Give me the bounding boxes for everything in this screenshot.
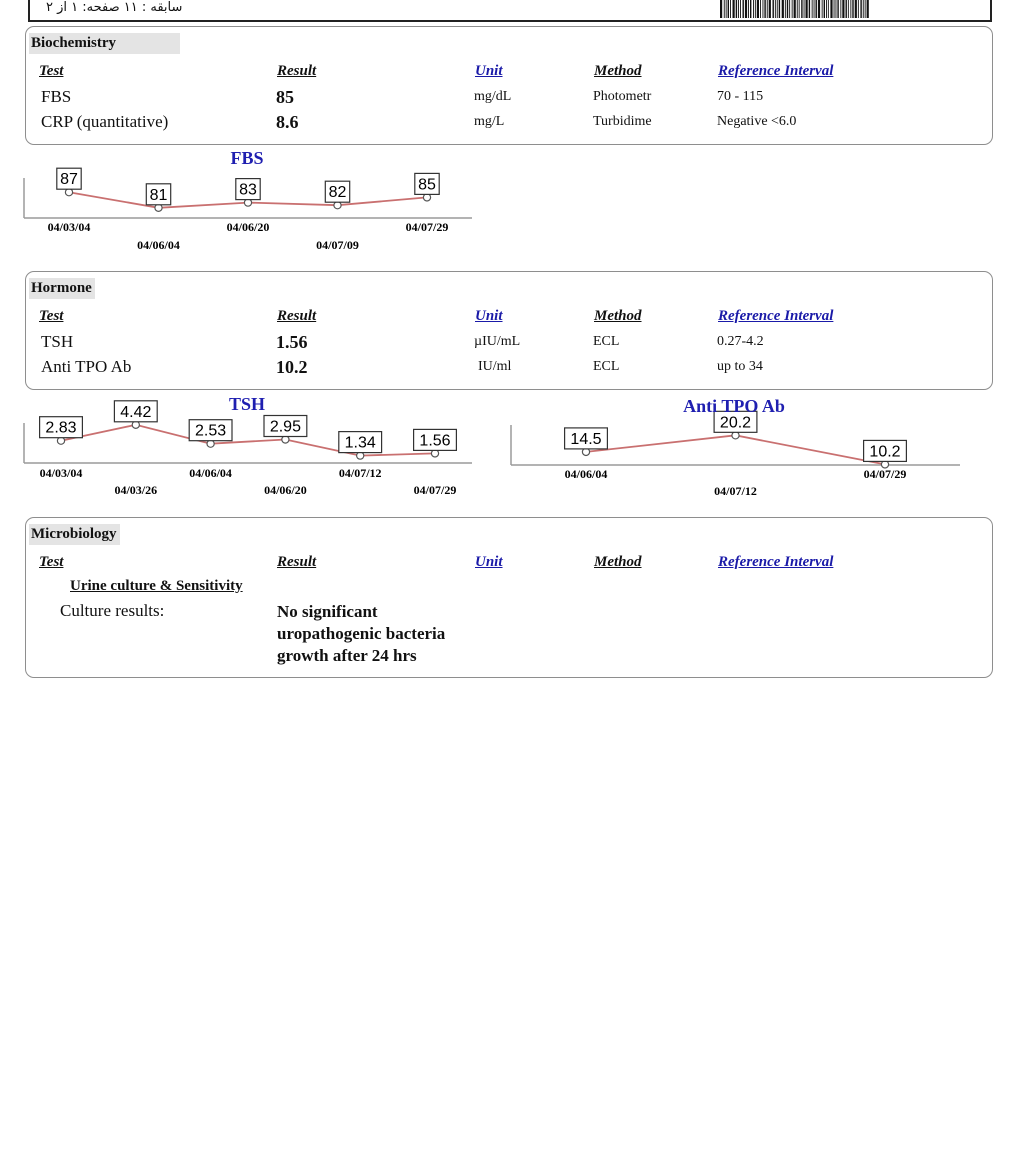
column-test: Test [39,308,64,324]
x-tick-label: 04/03/04 [39,466,83,480]
test-name: Anti TPO Ab [41,357,132,376]
test-result: 8.6 [276,112,299,132]
data-label: 20.2 [719,414,752,432]
chart-title-anti-tpo: Anti TPO Ab [683,396,785,416]
test-method: Photometr [593,89,652,104]
test-reference: up to 34 [717,359,763,374]
chart-group-2 [511,411,960,498]
section-title: Biochemistry [29,33,180,54]
chart-group-1 [24,401,472,497]
data-label: 1.56 [419,432,451,450]
data-label: 2.95 [269,418,301,436]
chart-group-0 [24,168,472,252]
x-tick-label: 04/06/20 [226,220,270,234]
column-method: Method [594,554,642,570]
x-tick-label: 04/07/29 [863,467,907,481]
culture-label: Culture results: [60,601,165,620]
chart-title-fbs: FBS [230,148,264,168]
data-label: 1.34 [344,434,376,452]
column-test: Test [39,63,64,79]
culture-result-line: No significant [277,602,378,621]
column-reference-interval: Reference Interval [718,308,834,324]
culture-subheading: Urine culture & Sensitivity [70,578,243,594]
test-unit: mg/dL [474,89,512,104]
data-label: 2.83 [45,419,77,437]
x-tick-label: 04/07/09 [316,238,359,252]
column-unit: Unit [475,554,503,570]
test-result: 85 [276,87,294,107]
x-tick-label: 04/06/20 [264,483,307,497]
test-reference: Negative <6.0 [717,114,797,129]
data-label: 14.5 [570,430,602,448]
test-unit: µIU/mL [474,334,521,349]
x-tick-label: 04/07/12 [714,484,757,498]
data-label: 85 [418,176,436,194]
test-method: ECL [593,359,620,374]
x-tick-label: 04/06/04 [564,467,608,481]
hormone-section [25,271,993,390]
culture-result [277,601,445,667]
column-unit: Unit [475,63,503,79]
test-method: Turbidime [593,114,652,129]
chart-title-tsh: TSH [228,394,266,414]
header-record-page: سابقه : ۱۱ صفحه: ۱ از ۲ [46,0,183,15]
test-result: 1.56 [276,332,308,352]
data-label: 83 [239,181,257,199]
culture-result-line: growth after 24 hrs [277,646,417,665]
test-reference: 0.27-4.2 [717,334,764,349]
data-label: 4.42 [120,403,152,421]
column-test: Test [39,554,64,570]
column-reference-interval: Reference Interval [718,554,834,570]
data-label: 87 [60,171,78,189]
x-tick-label: 04/03/26 [114,483,158,497]
column-result: Result [277,308,317,324]
x-tick-label: 04/07/12 [338,466,382,480]
test-result: 10.2 [276,357,308,377]
test-name: TSH [41,332,74,351]
x-tick-label: 04/07/29 [405,220,449,234]
data-label: 2.53 [195,422,227,440]
test-name: CRP (quantitative) [41,112,169,131]
column-unit: Unit [475,308,503,324]
test-reference: 70 - 115 [717,89,764,104]
column-reference-interval: Reference Interval [718,63,834,79]
column-result: Result [277,554,317,570]
data-label: 10.2 [869,443,901,461]
column-method: Method [594,63,642,79]
x-tick-label: 04/06/04 [137,238,180,252]
column-result: Result [277,63,317,79]
section-title: Hormone [29,278,95,299]
test-unit: mg/L [474,114,505,129]
series-line [586,435,885,464]
x-tick-label: 04/07/29 [413,483,457,497]
data-label: 81 [149,186,168,204]
test-unit: IU/ml [478,359,512,374]
column-method: Method [594,308,642,324]
x-tick-label: 04/03/04 [47,220,91,234]
section-title: Microbiology [29,524,120,545]
microbiology-section [25,517,993,678]
x-tick-label: 04/06/04 [189,466,232,480]
test-method: ECL [593,334,620,349]
culture-result-line: uropathogenic bacteria [277,624,446,643]
test-name: FBS [41,87,72,106]
data-label: 82 [328,184,347,202]
